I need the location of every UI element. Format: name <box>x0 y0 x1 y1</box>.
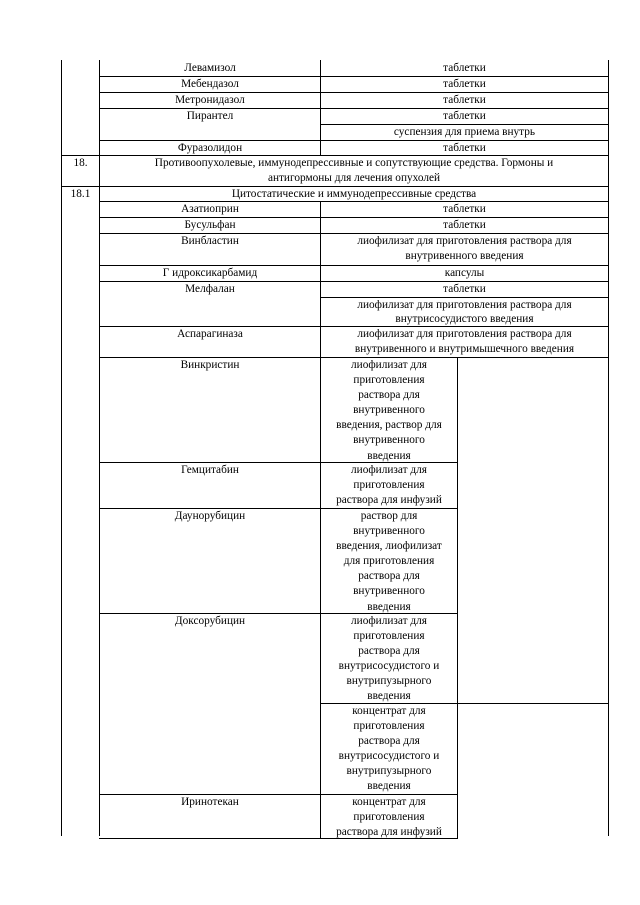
dosage-form-block <box>321 614 457 705</box>
drug-name: Мебендазол <box>181 78 239 90</box>
section-title: антигормоны для лечения опухолей <box>267 172 441 184</box>
drug-name: Мелфалан <box>185 283 235 295</box>
col-border-left <box>61 60 62 836</box>
dosage-form-line: введения <box>367 600 411 613</box>
dosage-form-line: концентрат для <box>352 705 426 717</box>
dosage-form-line: приготовления <box>353 630 425 643</box>
section-number: 18. <box>73 157 88 169</box>
drug-name: Г идроксикарбамид <box>162 267 258 279</box>
col-border-narrow-form <box>457 357 458 838</box>
dosage-form-line: приготовления <box>353 720 425 733</box>
section-number: 18.1 <box>70 188 91 200</box>
dosage-form-line: внутривенного <box>353 404 425 417</box>
drug-name: Левамизол <box>184 62 236 74</box>
dosage-form-block <box>321 509 457 615</box>
dosage-form-line: лиофилизат для <box>351 359 427 371</box>
dosage-form: внутривенного и внутримышечного введения <box>354 343 575 355</box>
drug-name: Азатиоприн <box>181 203 239 215</box>
dosage-form-line: введения, раствор для <box>336 419 442 432</box>
drug-name: Аспарагиназа <box>177 328 243 340</box>
dosage-form: внутривенного введения <box>405 250 524 262</box>
dosage-form: таблетки <box>443 203 486 215</box>
drug-name: Винкристин <box>180 359 240 371</box>
dosage-form-block <box>321 463 457 508</box>
dosage-form-line: введения <box>367 690 411 703</box>
dosage-form-block <box>321 704 457 795</box>
drug-name: Иринотекан <box>181 796 239 808</box>
dosage-form: внутрисосудистого введения <box>395 313 534 325</box>
dosage-form-line: раствора для <box>358 570 420 583</box>
dosage-form: таблетки <box>443 110 486 122</box>
drug-name: Пирантел <box>186 110 234 122</box>
col-border-right-mid <box>608 171 609 357</box>
drug-name: Гемцитабин <box>181 464 239 476</box>
dosage-form-line: лиофилизат для <box>351 615 427 627</box>
col-border-right-section <box>608 155 609 187</box>
dosage-form-line: введения <box>367 449 411 462</box>
dosage-form-line: раствора для <box>358 389 420 402</box>
drug-name: Даунорубицин <box>174 510 246 522</box>
dosage-form: капсулы <box>444 267 485 279</box>
dosage-form: таблетки <box>443 283 486 295</box>
dosage-form: лиофилизат для приготовления раствора для <box>357 299 572 311</box>
dosage-form-line: раствор для <box>360 510 418 522</box>
dosage-form-line: внутрипузырного <box>346 765 432 778</box>
dosage-form-line: введения <box>367 780 411 793</box>
dosage-form-block <box>321 358 457 464</box>
dosage-form: таблетки <box>443 78 486 90</box>
dosage-form: лиофилизат для приготовления раствора для <box>357 235 572 247</box>
dosage-form-block <box>321 795 457 840</box>
dosage-form-line: концентрат для <box>352 796 426 808</box>
dosage-form-line: приготовления <box>353 811 425 824</box>
drug-name: Винбластин <box>181 235 239 247</box>
dosage-form-line: внутривенного <box>353 585 425 598</box>
dosage-form: лиофилизат для приготовления раствора для <box>357 328 572 340</box>
dosage-form-line: раствора для инфузий <box>336 826 442 839</box>
col-border-right-lower <box>608 357 609 836</box>
drug-name: Фуразолидон <box>177 142 243 154</box>
dosage-form-line: внутрисосудистого и <box>338 750 440 763</box>
dosage-form-line: для приготовления <box>343 555 435 568</box>
drug-name: Доксорубицин <box>174 615 246 627</box>
dosage-form-line: приготовления <box>353 479 425 492</box>
dosage-form-line: раствора для <box>358 645 420 658</box>
dosage-form-line: введения, лиофилизат <box>336 540 442 553</box>
dosage-form: таблетки <box>443 219 486 231</box>
dosage-form-line: лиофилизат для <box>351 464 427 476</box>
dosage-form: таблетки <box>443 142 486 154</box>
section-title: Противоопухолевые, иммунодепрессивные и сопутствующие средства. Гормоны и <box>154 157 554 169</box>
dosage-form-line: внутрипузырного <box>346 675 432 688</box>
dosage-form-line: внутривенного <box>353 434 425 447</box>
dosage-form-line: раствора для инфузий <box>336 494 442 507</box>
dosage-form: таблетки <box>443 94 486 106</box>
dosage-form: суспензия для приема внутрь <box>393 126 536 138</box>
dosage-form-line: внутривенного <box>353 525 425 538</box>
dosage-form-line: приготовления <box>353 374 425 387</box>
dosage-form: таблетки <box>443 62 486 74</box>
dosage-form-line: раствора для <box>358 735 420 748</box>
section-title: Цитостатические и иммунодепрессивные средства <box>231 188 477 200</box>
drug-name: Бусульфан <box>184 219 236 231</box>
drug-name: Метронидазол <box>175 94 245 106</box>
dosage-form-line: внутрисосудистого и <box>338 660 440 673</box>
